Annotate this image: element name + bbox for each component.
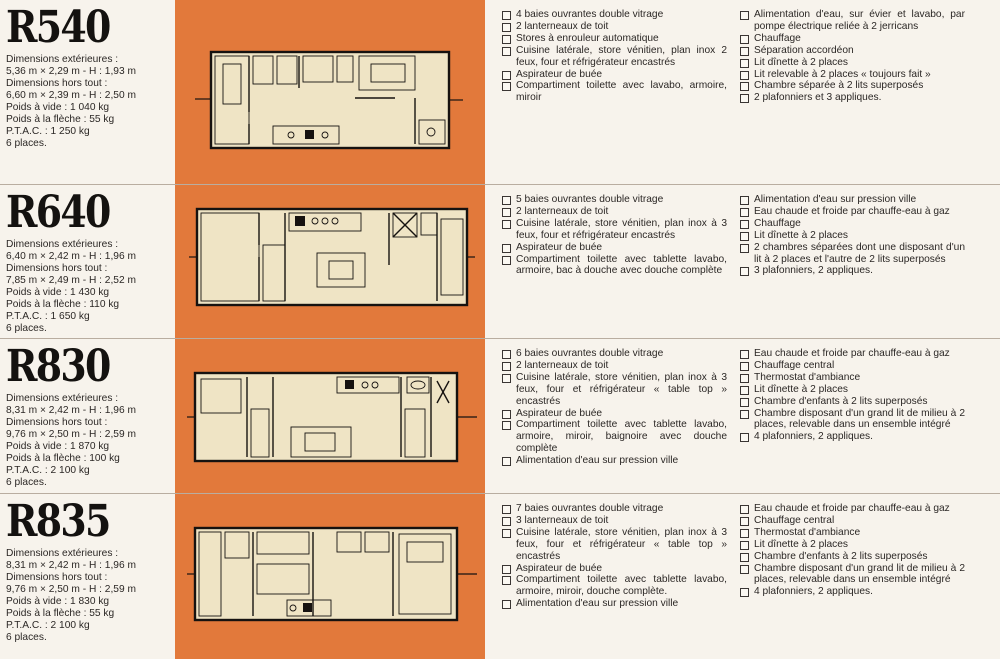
- spec-line: 8,31 m × 2,42 m - H : 1,96 m: [6, 405, 136, 416]
- feature-item: Aspirateur de buée: [501, 69, 727, 81]
- spec-line: 9,76 m × 2,50 m - H : 2,59 m: [6, 429, 136, 440]
- feature-list: [485, 494, 1000, 659]
- spec-line: Poids à la flèche : 100 kg: [6, 453, 120, 464]
- feature-item: Chambre disposant d'un grand lit de milieu à 2 places, relevable dans un ensemble intégré: [739, 563, 965, 587]
- floor-plan-r540: [195, 42, 465, 152]
- model-name: R830: [6, 341, 110, 392]
- feature-item: 4 plafonniers, 2 appliques.: [739, 586, 965, 598]
- feature-item: Cuisine latérale, store vénitien, plan inox 2 feux, four et réfrigérateur encastrés: [501, 45, 727, 69]
- feature-column-right: [739, 503, 965, 659]
- feature-item: Alimentation d'eau sur pression ville: [501, 455, 727, 467]
- spec-line: 6,40 m × 2,42 m - H : 1,96 m: [6, 251, 136, 262]
- spec-line: 5,36 m × 2,29 m - H : 1,93 m: [6, 66, 136, 77]
- spec-line: Dimensions extérieures :: [6, 239, 119, 250]
- feature-item: Cuisine latérale, store vénitien, plan inox à 3 feux, four et réfrigérateur encastrés: [501, 218, 727, 242]
- feature-item: Chambre d'enfants à 2 lits superposés: [739, 396, 965, 408]
- model-row-r640: [0, 184, 1000, 339]
- spec-line: 6 places.: [6, 477, 47, 488]
- feature-item: 3 lanterneaux de toit: [501, 515, 727, 527]
- feature-item: 5 baies ouvrantes double vitrage: [501, 194, 727, 206]
- floor-plan-r835: [187, 524, 477, 628]
- floor-plan-panel: [175, 185, 485, 339]
- spec-line: Poids à la flèche : 55 kg: [6, 608, 115, 619]
- feature-item: Chambre disposant d'un grand lit de milieu à 2 places, relevable dans un ensemble intégré: [739, 408, 965, 432]
- feature-item: Chauffage: [739, 33, 965, 45]
- feature-item: Aspirateur de buée: [501, 408, 727, 420]
- spec-line: 9,76 m × 2,50 m - H : 2,59 m: [6, 584, 136, 595]
- floor-plan-r830: [187, 369, 477, 469]
- feature-item: Lit dînette à 2 places: [739, 230, 965, 242]
- feature-item: 2 lanterneaux de toit: [501, 21, 727, 33]
- feature-item: Thermostat d'ambiance: [739, 527, 965, 539]
- feature-column-left: [501, 348, 727, 494]
- spec-panel: [0, 0, 175, 184]
- feature-list: [485, 0, 1000, 184]
- feature-item: 2 chambres séparées dont une disposant d'un lit à 2 places et l'autre de 2 lits superposés: [739, 242, 965, 266]
- feature-column-left: [501, 194, 727, 339]
- feature-item: Chauffage: [739, 218, 965, 230]
- floor-plan-panel: [175, 339, 485, 494]
- spec-line: P.T.A.C. : 1 250 kg: [6, 126, 90, 137]
- feature-item: Thermostat d'ambiance: [739, 372, 965, 384]
- feature-item: Stores à enrouleur automatique: [501, 33, 727, 45]
- feature-item: Compartiment toilette avec tablette lavabo, armoire, miroir, baignoire avec douche complète: [501, 419, 727, 455]
- feature-column-left: [501, 503, 727, 659]
- feature-item: Compartiment toilette avec lavabo, armoire, miroir: [501, 80, 727, 104]
- feature-item: Eau chaude et froide par chauffe-eau à gaz: [739, 503, 965, 515]
- feature-item: 2 lanterneaux de toit: [501, 206, 727, 218]
- feature-item: Lit dînette à 2 places: [739, 384, 965, 396]
- feature-item: Chambre séparée à 2 lits superposés: [739, 80, 965, 92]
- feature-item: Chauffage central: [739, 515, 965, 527]
- feature-list: [485, 185, 1000, 339]
- feature-column-left: [501, 9, 727, 184]
- feature-item: Compartiment toilette avec tablette lavabo, armoire, miroir, douche complète.: [501, 574, 727, 598]
- model-name: R835: [6, 496, 110, 547]
- spec-line: Dimensions extérieures :: [6, 54, 119, 65]
- model-row-r830: [0, 338, 1000, 494]
- spec-line: Poids à la flèche : 55 kg: [6, 114, 115, 125]
- feature-item: Séparation accordéon: [739, 45, 965, 57]
- spec-panel: [0, 494, 175, 659]
- floor-plan-panel: [175, 0, 485, 184]
- feature-item: Eau chaude et froide par chauffe-eau à gaz: [739, 206, 965, 218]
- feature-item: Aspirateur de buée: [501, 242, 727, 254]
- spec-line: P.T.A.C. : 1 650 kg: [6, 311, 90, 322]
- spec-line: P.T.A.C. : 2 100 kg: [6, 620, 90, 631]
- spec-line: P.T.A.C. : 2 100 kg: [6, 465, 90, 476]
- model-name: R640: [6, 187, 110, 238]
- spec-panel: [0, 339, 175, 494]
- feature-column-right: [739, 348, 965, 494]
- spec-line: Dimensions hors tout :: [6, 78, 108, 89]
- spec-line: 6,60 m × 2,39 m - H : 2,50 m: [6, 90, 136, 101]
- spec-line: Dimensions extérieures :: [6, 548, 119, 559]
- feature-item: Alimentation d'eau sur pression ville: [739, 194, 965, 206]
- model-name: R540: [6, 2, 110, 53]
- feature-list: [485, 339, 1000, 494]
- spec-line: 6 places.: [6, 323, 47, 334]
- floor-plan-panel: [175, 494, 485, 659]
- spec-line: Poids à la flèche : 110 kg: [6, 299, 120, 310]
- feature-item: Chauffage central: [739, 360, 965, 372]
- spec-line: Poids à vide : 1 830 kg: [6, 596, 110, 607]
- feature-item: Eau chaude et froide par chauffe-eau à gaz: [739, 348, 965, 360]
- spec-line: Dimensions extérieures :: [6, 393, 119, 404]
- feature-item: Alimentation d'eau, sur évier et lavabo, par pompe électrique reliée à 2 jerricans: [739, 9, 965, 33]
- spec-line: Poids à vide : 1 870 kg: [6, 441, 110, 452]
- feature-item: Lit dînette à 2 places: [739, 539, 965, 551]
- feature-item: 4 baies ouvrantes double vitrage: [501, 9, 727, 21]
- spec-line: 8,31 m × 2,42 m - H : 1,96 m: [6, 560, 136, 571]
- feature-item: 3 plafonniers, 2 appliques.: [739, 265, 965, 277]
- spec-line: Dimensions hors tout :: [6, 263, 108, 274]
- feature-column-right: [739, 194, 965, 339]
- feature-item: Compartiment toilette avec tablette lavabo, armoire, bac à douche avec douche complète: [501, 254, 727, 278]
- spec-line: 6 places.: [6, 138, 47, 149]
- feature-column-right: [739, 9, 965, 184]
- spec-panel: [0, 185, 175, 339]
- feature-item: Alimentation d'eau sur pression ville: [501, 598, 727, 610]
- feature-item: Lit relevable à 2 places « toujours fait »: [739, 69, 965, 81]
- spec-line: Dimensions hors tout :: [6, 417, 108, 428]
- model-row-r835: [0, 493, 1000, 659]
- feature-item: 2 plafonniers et 3 appliques.: [739, 92, 965, 104]
- feature-item: Cuisine latérale, store vénitien, plan inox à 3 feux, four et réfrigérateur « table top » encastrés: [501, 527, 727, 563]
- spec-line: Poids à vide : 1 430 kg: [6, 287, 110, 298]
- feature-item: Chambre d'enfants à 2 lits superposés: [739, 551, 965, 563]
- feature-item: Aspirateur de buée: [501, 563, 727, 575]
- spec-line: Poids à vide : 1 040 kg: [6, 102, 110, 113]
- feature-item: 4 plafonniers, 2 appliques.: [739, 431, 965, 443]
- floor-plan-r640: [189, 205, 475, 309]
- feature-item: Lit dînette à 2 places: [739, 57, 965, 69]
- spec-line: Dimensions hors tout :: [6, 572, 108, 583]
- spec-line: 6 places.: [6, 632, 47, 643]
- feature-item: 6 baies ouvrantes double vitrage: [501, 348, 727, 360]
- feature-item: 7 baies ouvrantes double vitrage: [501, 503, 727, 515]
- model-row-r540: [0, 0, 1000, 184]
- feature-item: 2 lanterneaux de toit: [501, 360, 727, 372]
- feature-item: Cuisine latérale, store vénitien, plan inox à 3 feux, four et réfrigérateur « table top » encastrés: [501, 372, 727, 408]
- spec-line: 7,85 m × 2,49 m - H : 2,52 m: [6, 275, 136, 286]
